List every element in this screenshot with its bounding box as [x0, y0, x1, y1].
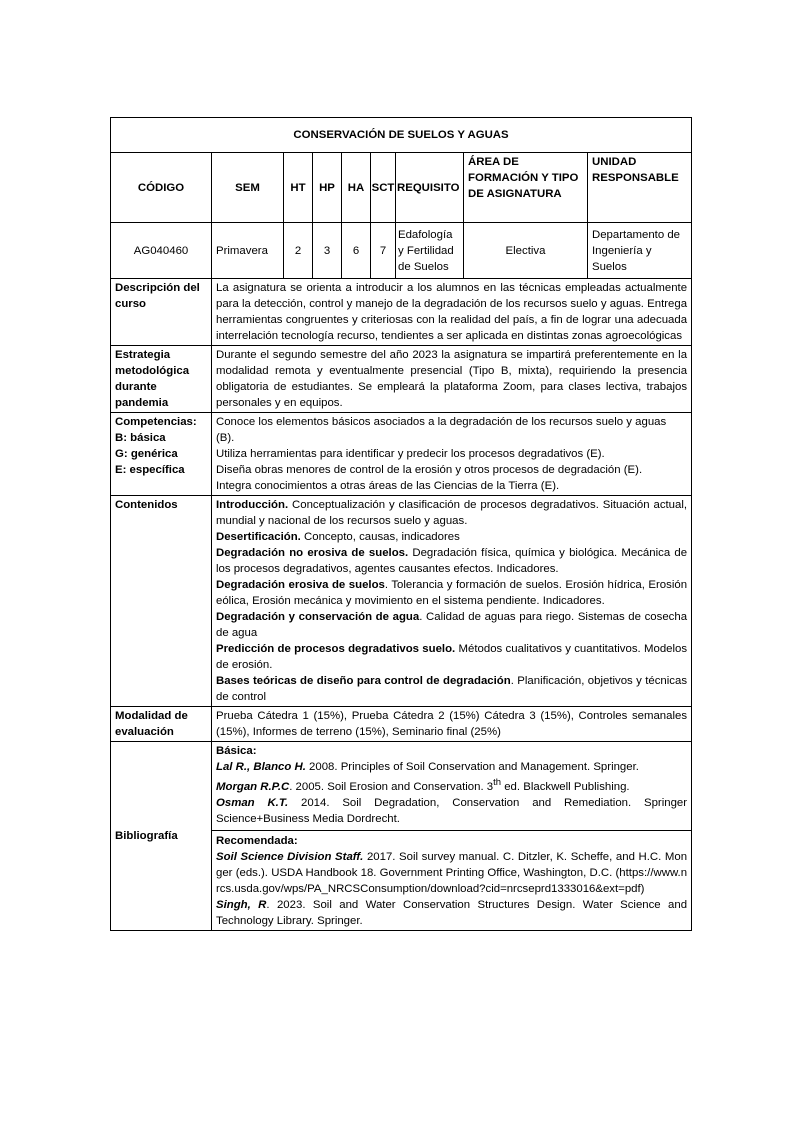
header-hp: HP [313, 153, 342, 223]
contenido-text: . Planificación, objetivos y técnicas de control [216, 675, 688, 703]
header-codigo: CÓDIGO [111, 153, 212, 223]
value-sem: Primavera [212, 223, 284, 279]
bib-entry [216, 775, 687, 795]
value-hp: 3 [313, 223, 342, 279]
bibliografia-recomendada [216, 833, 687, 929]
recomendada-title: Recomendada: [216, 834, 298, 847]
value-ht: 2 [284, 223, 313, 279]
modalidad-text: Prueba Cátedra 1 (15%), Prueba Cátedra 2 (15%) Cátedra 3 (15%), Controles semanales (15%), Informes de terreno (15%), Seminario final (25%) [212, 707, 692, 742]
value-ha: 6 [342, 223, 371, 279]
bibliografia-basica [216, 743, 687, 827]
bib-entry [216, 849, 687, 897]
course-table [110, 117, 692, 931]
contenido-item [216, 577, 687, 609]
contenidos-label: Contenidos [111, 496, 212, 707]
modalidad-label: Modalidad de evaluación [111, 707, 212, 742]
header-unidad: UNIDAD RESPONSABLE [588, 153, 692, 223]
estrategia-label: Estrategia metodológica durante pandemia [111, 346, 212, 413]
bib-text: 2017. Soil survey manual. C. Ditzler, K. Scheffe, and H.C. Monger (eds.). USDA Handbook 18. Government Printing Office, Washington, D.C. (https://www.nrcs.usda.gov/wps/PA_NRCSConsumption/download?cid=nrcseprd1333016&ext=pdf) [216, 850, 688, 895]
contenido-heading: Degradación erosiva de suelos [216, 579, 385, 591]
competencias-label-title: Competencias: [115, 416, 197, 428]
bib-entry [216, 795, 687, 827]
contenido-item [216, 641, 687, 673]
contenido-item [216, 529, 687, 545]
bib-text: . 2023. Soil and Water Conservation Structures Design. Water Science and Technology Library. Springer. [216, 898, 688, 927]
contenido-text: Degradación física, química y biológica. Mecánica de los procesos degradativos, agentes causantes efectos. Indicadores. [216, 547, 688, 575]
competencias-label-especifica: E: específica [115, 464, 185, 476]
bib-text: 2008. Principles of Soil Conservation and Management. Springer. [305, 761, 639, 773]
bib-sup: th [493, 777, 502, 788]
value-requisito: Edafología y Fertilidad de Suelos [396, 223, 464, 279]
competencia-item: Conoce los elementos básicos asociados a la degradación de los recursos suelo y aguas (B). [216, 416, 667, 444]
header-area: ÁREA DE FORMACIÓN Y TIPO DE ASIGNATURA [464, 153, 588, 223]
descripcion-text: La asignatura se orienta a introducir a los alumnos en las técnicas empleadas actualmente para la detección, control y manejo de la degradación de los recursos suelo y aguas. Entrega herramientas congruentes y criteriosas con la realidad del país, a fin de lograr una adecuada interrelación tecnología recurso, tendientes a ser aplicada en distintas zonas agroecológicas [212, 279, 692, 346]
competencia-item: Utiliza herramientas para identificar y predecir los procesos degradativos (E). [216, 448, 605, 460]
bib-author: Singh, R [216, 898, 267, 911]
competencias-label [111, 413, 212, 496]
bibliografia-content [212, 742, 692, 931]
bib-author: Morgan R.P.C [216, 780, 290, 793]
bib-text-cont: ed. Blackwell Publishing. [501, 780, 630, 793]
header-sem: SEM [212, 153, 284, 223]
estrategia-text: Durante el segundo semestre del año 2023 la asignatura se impartirá preferentemente en la modalidad remota y eventualmente presencial (Tipo B, mixta), requiriendo la presencia obligatoria de estudiantes. Se empleará la plataforma Zoom, para clases lectiva, trabajos personales y en equipos. [212, 346, 692, 413]
competencia-item: Diseña obras menores de control de la erosión y otros procesos de degradación (E). [216, 464, 643, 476]
contenido-heading: Predicción de procesos degradativos suelo. [216, 643, 456, 655]
contenido-heading: Desertificación. [216, 531, 301, 543]
contenido-item [216, 609, 687, 641]
bib-author: Soil Science Division Staff. [216, 850, 364, 863]
contenido-text: Concepto, causas, indicadores [300, 531, 460, 543]
header-ht: HT [284, 153, 313, 223]
descripcion-label: Descripción del curso [111, 279, 212, 346]
contenido-item [216, 673, 687, 705]
bibliografia-label: Bibliografía [111, 742, 212, 931]
competencia-item: Integra conocimientos a otras áreas de las Ciencias de la Tierra (E). [216, 480, 560, 492]
contenido-text: Conceptualización y clasificación de procesos degradativos. Situación actual, mundial y nacional de los recursos suelo y aguas. [216, 499, 688, 527]
bib-entry [216, 897, 687, 929]
basica-title: Básica: [216, 745, 257, 757]
value-sct: 7 [371, 223, 396, 279]
value-codigo: AG040460 [111, 223, 212, 279]
contenido-text: . Tolerancia y formación de suelos. Erosión hídrica, Erosión eólica, Erosión mecánica y movimiento en el sistema pendiente. Indicadores. [216, 579, 688, 607]
contenido-heading: Bases teóricas de diseño para control de degradación [216, 675, 511, 687]
bib-text: . 2005. Soil Erosion and Conservation. 3 [289, 780, 494, 793]
bib-text: 2014. Soil Degradation, Conservation and Remediation. Springer Science+Business Media Dordrecht. [216, 796, 688, 825]
contenido-heading: Degradación no erosiva de suelos. [216, 547, 409, 559]
header-ha: HA [342, 153, 371, 223]
header-requisito: REQUISITO [396, 153, 464, 223]
contenido-text: Métodos cualitativos y cuantitativos. Modelos de erosión. [216, 643, 688, 671]
competencias-label-generica: G: genérica [115, 448, 178, 460]
contenido-heading: Degradación y conservación de agua [216, 611, 420, 623]
contenido-item [216, 497, 687, 529]
bib-author: Osman K.T. [216, 796, 289, 809]
course-title: CONSERVACIÓN DE SUELOS Y AGUAS [111, 118, 692, 153]
competencias-list [212, 413, 692, 496]
header-sct: SCT [371, 153, 396, 223]
bibliografia-divider [212, 830, 691, 831]
contenido-text: . Calidad de aguas para riego. Sistemas de cosecha de agua [216, 611, 688, 639]
value-unidad: Departamento de Ingeniería y Suelos [588, 223, 692, 279]
bib-entry [216, 759, 687, 775]
contenido-heading: Introducción. [216, 499, 289, 511]
contenido-item [216, 545, 687, 577]
bib-author: Lal R., Blanco H. [216, 761, 306, 773]
contenidos-list [212, 496, 692, 707]
value-area: Electiva [464, 223, 588, 279]
competencias-label-basica: B: básica [115, 432, 166, 444]
